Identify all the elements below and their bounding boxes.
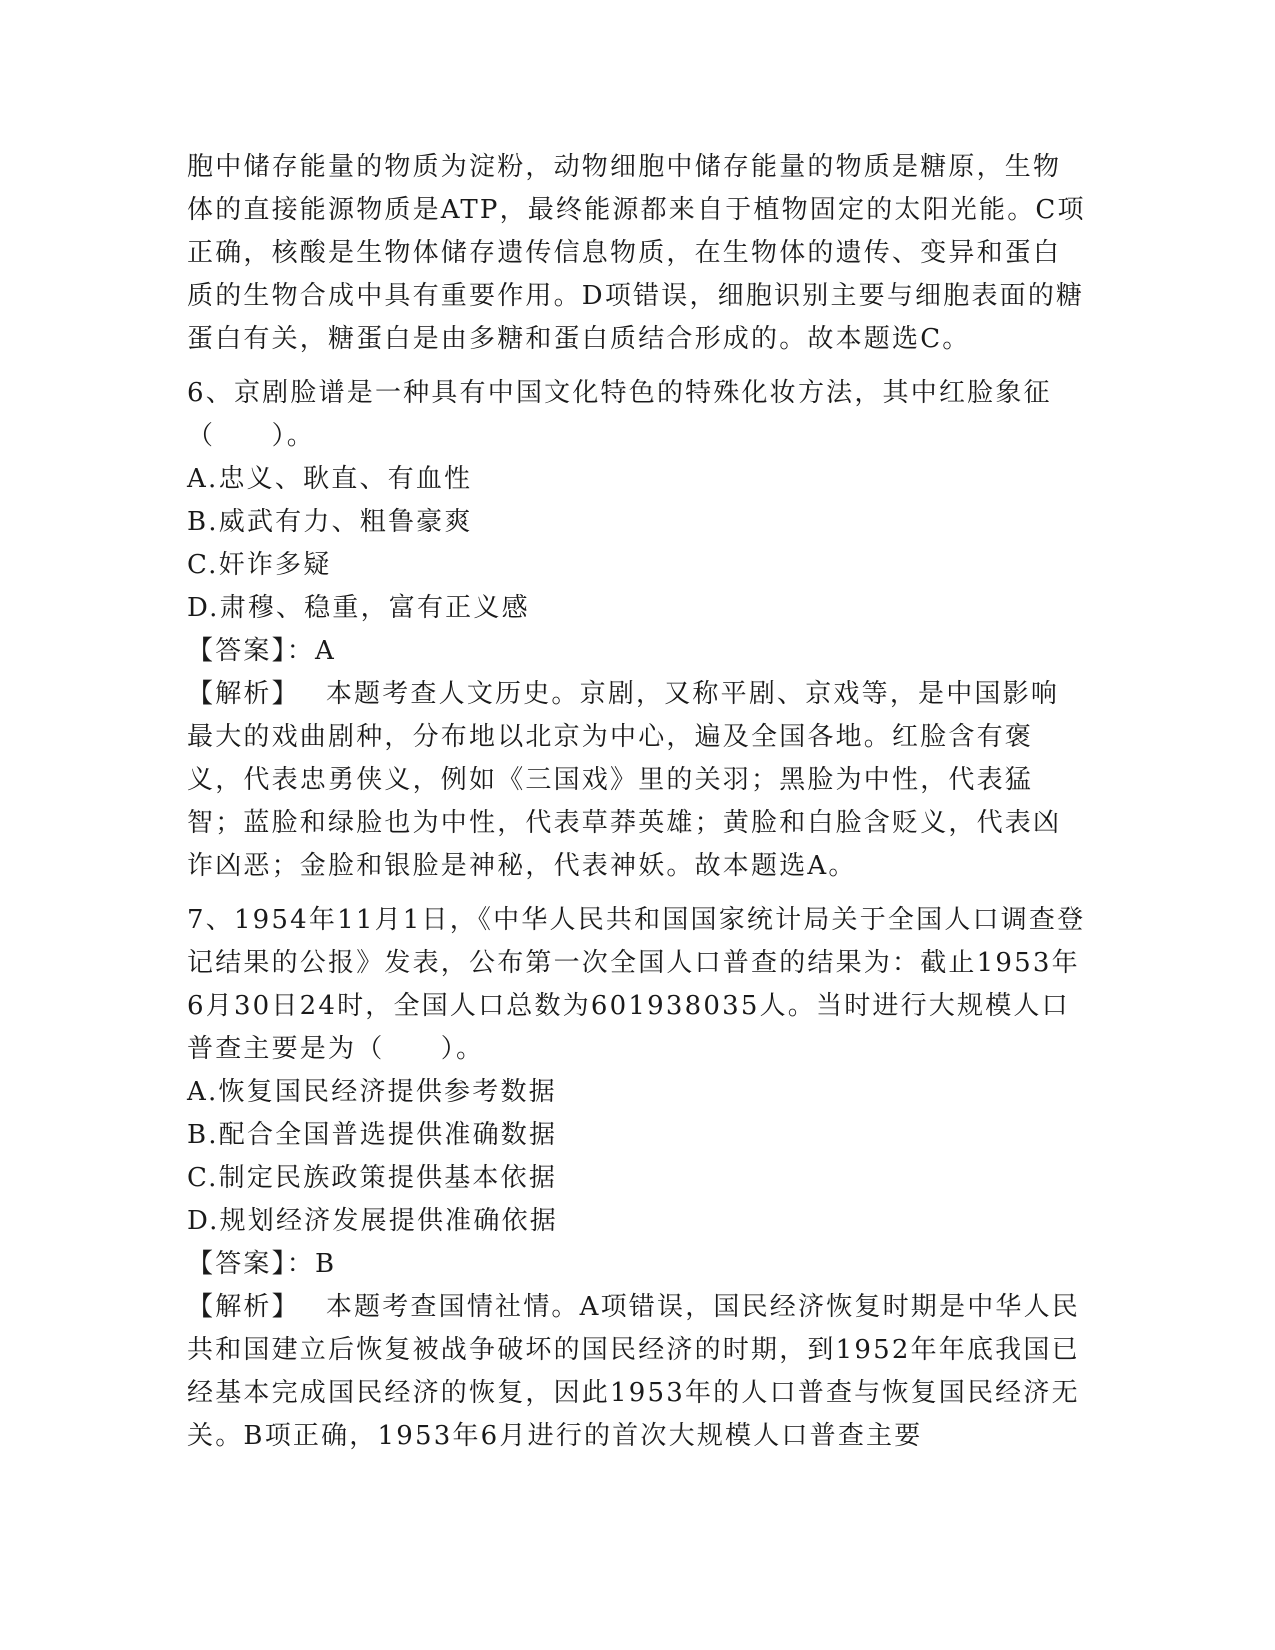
option-c: C.奸诈多疑 <box>187 550 332 580</box>
option-b: B.威武有力、粗鲁豪爽 <box>187 507 473 537</box>
question-stem: 7、1954年11月1日，《中华人民共和国国家统计局关于全国人口调查登记结果的公报》发表，公布第一次全国人口普查的结果为：截止1953年6月30日24时，全国人口总数为601938035人。当时进行大规模人口普查主要是为（ ）。 <box>187 905 1086 1064</box>
spacer <box>187 361 1087 372</box>
option-b: B.配合全国普选提供准确数据 <box>187 1120 558 1150</box>
option-c: C.制定民族政策提供基本依据 <box>187 1163 558 1193</box>
answer-line <box>187 1243 1087 1286</box>
option-d: D.规划经济发展提供准确依据 <box>187 1206 558 1236</box>
spacer <box>187 888 1087 899</box>
explanation <box>187 1286 1087 1458</box>
question-6 <box>187 372 1087 888</box>
explanation-text: 本题考查人文历史。京剧，又称平剧、京戏等，是中国影响最大的戏曲剧种，分布地以北京为中心，遍及全国各地。红脸含有褒义，代表忠勇侠义，例如《三国戏》里的关羽；黑脸为中性，代表猛智；蓝脸和绿脸也为中性，代表草莽英雄；黄脸和白脸含贬义，代表凶诈凶恶；金脸和银脸是神秘，代表神妖。故本题选A。 <box>187 679 1062 881</box>
answer-label: 【答案】： <box>187 636 316 666</box>
explanation-label: 【解析】 <box>187 679 300 709</box>
previous-explanation-continuation: 胞中储存能量的物质为淀粉，动物细胞中储存能量的物质是糖原，生物体的直接能源物质是ATP，最终能源都来自于植物固定的太阳光能。C项正确，核酸是生物体储存遗传信息物质，在生物体的遗传、变异和蛋白质的生物合成中具有重要作用。D项错误，细胞识别主要与细胞表面的糖蛋白有关，糖蛋白是由多糖和蛋白质结合形成的。故本题选C。 <box>187 152 1086 354</box>
answer-label: 【答案】： <box>187 1249 316 1279</box>
option-d: D.肃穆、稳重，富有正义感 <box>187 593 530 623</box>
explanation-label: 【解析】 <box>187 1292 300 1322</box>
document-body <box>187 146 1087 1458</box>
explanation-text: 本题考查国情社情。A项错误，国民经济恢复时期是中华人民共和国建立后恢复被战争破坏的国民经济的时期，到1952年年底我国已经基本完成国民经济的恢复，因此1953年的人口普查与恢复国民经济无关。B项正确，1953年6月进行的首次大规模人口普查主要 <box>187 1292 1080 1451</box>
answer-line <box>187 630 1087 673</box>
option-a: A.忠义、耿直、有血性 <box>187 464 473 494</box>
question-7 <box>187 899 1087 1458</box>
answer-value: A <box>315 636 336 666</box>
option-a: A.恢复国民经济提供参考数据 <box>187 1077 557 1107</box>
explanation <box>187 673 1087 888</box>
answer-value: B <box>315 1249 337 1279</box>
question-stem: 6、京剧脸谱是一种具有中国文化特色的特殊化妆方法，其中红脸象征（ ）。 <box>187 378 1052 451</box>
